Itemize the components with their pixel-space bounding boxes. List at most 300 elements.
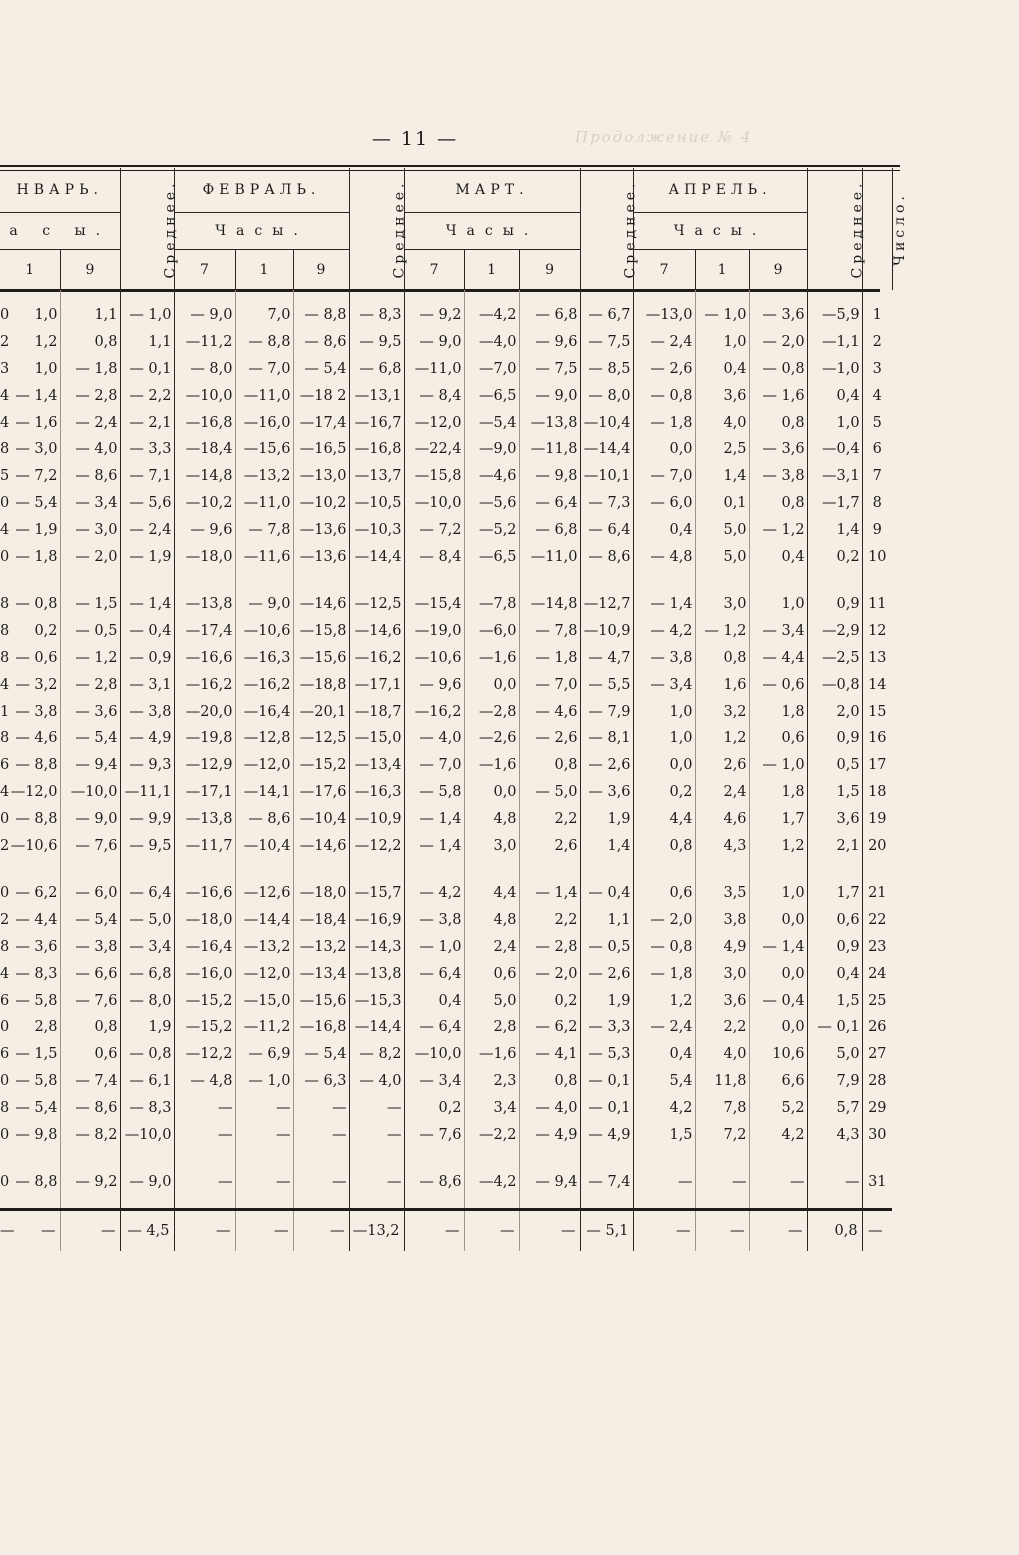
value-cell: — 9,0 (519, 382, 580, 409)
value-cell: —7,8 (464, 591, 519, 618)
value-cell: 3 (0, 360, 10, 377)
mean-cell: — 8,0 (120, 987, 174, 1014)
mean-header-jan: Среднее. (120, 168, 174, 290)
value-cell: 2 (0, 837, 10, 854)
value-cell: — (218, 1126, 233, 1143)
value-cell: 4,0 (695, 409, 749, 436)
mean-cell: — 1,9 (120, 543, 174, 570)
mean-cell: — 3,8 (120, 698, 174, 725)
mean-cell: — 7,1 (120, 463, 174, 490)
mean-cell: — 4,9 (120, 725, 174, 752)
value-cell: 2,6 (519, 832, 580, 859)
value-cell: —2,8 (464, 698, 519, 725)
value-cell: — 8,4 (419, 548, 462, 565)
value-cell: 4,8 (464, 907, 519, 934)
value-cell: — 1,0 (235, 1068, 293, 1095)
hour-apr-9: 9 (749, 250, 807, 291)
value-cell: —14,4 (235, 907, 293, 934)
value-cell: —18,0 (185, 912, 233, 929)
value-cell: —11,0 (414, 360, 462, 377)
value-cell: 0 (0, 1126, 10, 1143)
value-cell: —12,0 (235, 752, 293, 779)
day-cell: 19 (862, 805, 892, 832)
value-cell: — 3,6 (749, 436, 807, 463)
value-cell: — 6,6 (60, 960, 120, 987)
value-cell: —12,2 (185, 1046, 233, 1063)
table-row (0, 907, 892, 934)
day-cell: 17 (862, 752, 892, 779)
value-cell: —13,2 (235, 934, 293, 961)
value-cell: 0,8 (519, 752, 580, 779)
value-cell: —11,0 (235, 382, 293, 409)
value-cell: — 2,4 (650, 1019, 693, 1036)
mean-cell: — 5,0 (120, 907, 174, 934)
day-cell: 6 (862, 436, 892, 463)
value-cell: 0,4 (438, 992, 462, 1009)
value-cell: 0,8 (695, 645, 749, 672)
value-cell: 0,0 (749, 1014, 807, 1041)
mean-cell: 1,4 (580, 832, 633, 859)
table-row (0, 1094, 892, 1121)
mean-cell: — 8,2 (349, 1041, 404, 1068)
value-cell: — 4,6 (519, 698, 580, 725)
value-cell: — 0,8 (15, 596, 58, 613)
value-cell: —13,8 (185, 596, 233, 613)
mean-cell: —16,9 (349, 907, 404, 934)
day-cell: 7 (862, 463, 892, 490)
mean-cell: —10,1 (580, 463, 633, 490)
mean-cell: — 0,8 (120, 1041, 174, 1068)
value-cell: 5,2 (749, 1094, 807, 1121)
value-cell: 2,6 (695, 752, 749, 779)
value-cell: — 8,0 (190, 360, 233, 377)
value-cell: — 5,8 (15, 1072, 58, 1089)
value-cell: — 9,6 (190, 521, 233, 538)
value-cell: —15,2 (185, 1019, 233, 1036)
value-cell: — 3,4 (60, 490, 120, 517)
hour-feb-7: 7 (174, 250, 235, 291)
value-cell: — 1,8 (650, 965, 693, 982)
value-cell: 2,4 (695, 779, 749, 806)
table-row (0, 543, 892, 570)
mean-cell: —13,8 (349, 960, 404, 987)
value-cell: 3,2 (695, 698, 749, 725)
table-row (0, 490, 892, 517)
mean-cell: —12,7 (580, 591, 633, 618)
mean-cell: —1,7 (807, 490, 862, 517)
value-cell: — 1,9 (15, 521, 58, 538)
value-cell: — 4,0 (419, 730, 462, 747)
day-cell: 1 (862, 302, 892, 329)
hour-feb-9: 9 (293, 250, 349, 291)
value-cell: — (218, 1099, 233, 1116)
value-cell: 0 (0, 1019, 10, 1036)
mean-cell: —18,7 (349, 698, 404, 725)
mean-cell: — 1,4 (120, 591, 174, 618)
value-cell: — (749, 1209, 807, 1251)
value-cell: —13,8 (519, 409, 580, 436)
value-cell: — 6,2 (519, 1014, 580, 1041)
value-cell: — 9,8 (519, 463, 580, 490)
mean-cell: —12,5 (349, 591, 404, 618)
hours-label-jan: а с ы. (0, 213, 120, 250)
mean-cell: — 0,4 (120, 618, 174, 645)
day-cell: 10 (862, 543, 892, 570)
value-cell: —12,0 (10, 783, 58, 800)
value-cell: 6 (0, 992, 10, 1009)
value-cell: 8 (0, 649, 10, 666)
value-cell: — 3,0 (60, 516, 120, 543)
value-cell: — 0,4 (749, 987, 807, 1014)
value-cell: —17,6 (293, 779, 349, 806)
value-cell: — 8,8 (15, 810, 58, 827)
value-cell: 0,8 (519, 1068, 580, 1095)
value-cell: —15,6 (293, 987, 349, 1014)
mean-cell: 0,9 (807, 725, 862, 752)
mean-cell: —1,1 (807, 329, 862, 356)
page-number: — 11 — (371, 128, 459, 150)
value-cell: — 1,6 (749, 382, 807, 409)
value-cell: — 1,4 (419, 837, 462, 854)
mean-cell: 5,7 (807, 1094, 862, 1121)
value-cell: — 3,4 (749, 618, 807, 645)
day-cell: 3 (862, 356, 892, 383)
value-cell: —13,2 (293, 934, 349, 961)
mean-header-mar: Среднее. (580, 168, 633, 290)
value-cell: 4,9 (695, 934, 749, 961)
value-cell: — 4,8 (190, 1072, 233, 1089)
month-march: МАРТ. (455, 182, 529, 198)
mean-cell: — (807, 1169, 862, 1196)
mean-cell: —10,0 (120, 1121, 174, 1148)
mean-cell: — 7,4 (580, 1169, 633, 1196)
mean-cell: 0,5 (807, 752, 862, 779)
value-cell: — 6,4 (419, 965, 462, 982)
value-cell: —10,6 (235, 618, 293, 645)
value-cell: — 3,6 (60, 698, 120, 725)
value-cell: 5 (0, 468, 10, 485)
value-cell: 0,8 (749, 409, 807, 436)
value-cell: —13,6 (293, 516, 349, 543)
value-cell: 2 (0, 912, 10, 929)
value-cell: —15,6 (293, 645, 349, 672)
value-cell: 11,8 (695, 1068, 749, 1095)
day-cell: 13 (862, 645, 892, 672)
hours-label-apr: Часы. (633, 213, 807, 250)
mean-cell: —5,9 (807, 302, 862, 329)
value-cell: — 7,8 (519, 618, 580, 645)
value-cell: — (293, 1209, 349, 1251)
table-row (0, 645, 892, 672)
value-cell: — (519, 1209, 580, 1251)
table-row (0, 1169, 892, 1196)
day-cell: 28 (862, 1068, 892, 1095)
mean-cell: —15,7 (349, 880, 404, 907)
value-cell: 8 (0, 441, 10, 458)
mean-cell: — 5,6 (120, 490, 174, 517)
value-cell: — 6,0 (60, 880, 120, 907)
mean-cell: —15,0 (349, 725, 404, 752)
value-cell: 2,4 (464, 934, 519, 961)
value-cell: — 0,8 (650, 387, 693, 404)
spacer-row (0, 859, 892, 880)
mean-cell: — 5,1 (580, 1209, 633, 1251)
value-cell: —15,0 (235, 987, 293, 1014)
mean-cell: —2,5 (807, 645, 862, 672)
value-cell: —5,4 (464, 409, 519, 436)
value-cell: —18 2 (293, 382, 349, 409)
value-cell: —11,7 (185, 837, 233, 854)
value-cell: — 2,4 (650, 334, 693, 351)
table-row (0, 1209, 892, 1251)
value-cell: —10,4 (235, 832, 293, 859)
value-cell: 3,5 (695, 880, 749, 907)
mean-header-feb: Среднее. (349, 168, 404, 290)
spacer-row (0, 1196, 892, 1210)
table-row (0, 960, 892, 987)
value-cell: —16,6 (185, 649, 233, 666)
value-cell: — 7,6 (419, 1126, 462, 1143)
value-cell: —12,6 (235, 880, 293, 907)
mean-cell: — 6,1 (120, 1068, 174, 1095)
value-cell: 2 (0, 334, 10, 351)
table-row (0, 934, 892, 961)
temperature-table (0, 168, 908, 1251)
value-cell: 2,5 (695, 436, 749, 463)
value-cell: 6 (0, 1046, 10, 1063)
table-row (0, 302, 892, 329)
day-cell: 31 (862, 1169, 892, 1196)
value-cell: 6,6 (749, 1068, 807, 1095)
value-cell: — 3,6 (15, 938, 58, 955)
value-cell: — (10, 1209, 60, 1251)
mean-cell: —1,0 (807, 356, 862, 383)
value-cell: — 5,0 (519, 779, 580, 806)
value-cell: 3,8 (695, 907, 749, 934)
value-cell: — 3,4 (419, 1072, 462, 1089)
hour-apr-1: 1 (695, 250, 749, 291)
value-cell: 5,0 (464, 987, 519, 1014)
day-cell: 16 (862, 725, 892, 752)
mean-cell: — 2,6 (580, 752, 633, 779)
table-row (0, 725, 892, 752)
mean-cell: — 3,3 (580, 1014, 633, 1041)
day-cell: 23 (862, 934, 892, 961)
mean-cell: — 7,3 (580, 490, 633, 517)
value-cell: —14,1 (235, 779, 293, 806)
day-cell: 20 (862, 832, 892, 859)
hours-label-mar: Часы. (404, 213, 580, 250)
mean-cell: — (349, 1121, 404, 1148)
value-cell: — 9,6 (419, 676, 462, 693)
value-cell: — 9,2 (60, 1169, 120, 1196)
table-row (0, 752, 892, 779)
day-cell: 9 (862, 516, 892, 543)
mean-cell: —13,4 (349, 752, 404, 779)
mean-cell: — 3,4 (120, 934, 174, 961)
value-cell: —13,8 (185, 810, 233, 827)
value-cell: 8 (0, 1099, 10, 1116)
value-cell: — 1,4 (650, 596, 693, 613)
mean-cell: — 6,4 (580, 516, 633, 543)
table-row (0, 1041, 892, 1068)
mean-cell: — 9,9 (120, 805, 174, 832)
value-cell: 3,4 (464, 1094, 519, 1121)
value-cell: —14,6 (293, 832, 349, 859)
value-cell: 1,8 (749, 698, 807, 725)
value-cell: — 7,2 (419, 521, 462, 538)
value-cell: — 3,8 (650, 649, 693, 666)
mean-cell: 0,9 (807, 591, 862, 618)
value-cell: —11,0 (519, 543, 580, 570)
value-cell: — (235, 1121, 293, 1148)
mean-cell: — 4,7 (580, 645, 633, 672)
value-cell: — 9,0 (419, 334, 462, 351)
value-cell: — 7,0 (235, 356, 293, 383)
mean-cell: —16,8 (349, 436, 404, 463)
value-cell: — 2,8 (60, 382, 120, 409)
value-cell: — 3,8 (749, 463, 807, 490)
mean-cell: —16,3 (349, 779, 404, 806)
hour-mar-7: 7 (404, 250, 464, 291)
value-cell: 1,4 (695, 463, 749, 490)
mean-cell: — 8,3 (349, 302, 404, 329)
value-cell: 3,0 (695, 960, 749, 987)
value-cell: — 7,2 (15, 468, 58, 485)
value-cell: 2,8 (34, 1019, 58, 1036)
mean-cell: — 4,5 (120, 1209, 174, 1251)
value-cell: — (235, 1169, 293, 1196)
value-cell: — 8,6 (60, 463, 120, 490)
value-cell: — 1,8 (15, 548, 58, 565)
value-cell: 1,1 (60, 302, 120, 329)
value-cell: —15,2 (185, 992, 233, 1009)
value-cell: — 7,0 (419, 757, 462, 774)
value-cell: — 9,0 (235, 591, 293, 618)
value-cell: — 8,6 (293, 329, 349, 356)
value-cell: 4,0 (695, 1041, 749, 1068)
value-cell: 4,2 (749, 1121, 807, 1148)
mean-header-apr: Среднее. (807, 168, 862, 290)
value-cell: — 9,0 (190, 307, 233, 324)
value-cell: —12,0 (235, 960, 293, 987)
value-cell: —12,9 (185, 757, 233, 774)
value-cell: —13,4 (293, 960, 349, 987)
mean-cell: — 0,9 (120, 645, 174, 672)
value-cell: —11,6 (235, 543, 293, 570)
value-cell: — 8,4 (419, 387, 462, 404)
value-cell: — 1,8 (519, 645, 580, 672)
value-cell: — 9,0 (60, 805, 120, 832)
mean-cell: — 1,0 (120, 302, 174, 329)
value-cell: — 3,0 (15, 441, 58, 458)
value-cell: — 4,4 (749, 645, 807, 672)
value-cell: 0 (0, 494, 10, 511)
value-cell: — 1,8 (60, 356, 120, 383)
value-cell: 0,8 (60, 1014, 120, 1041)
value-cell: —17,4 (293, 409, 349, 436)
value-cell: 1,2 (749, 832, 807, 859)
mean-cell: —15,3 (349, 987, 404, 1014)
value-cell: 5,0 (695, 543, 749, 570)
table-row (0, 409, 892, 436)
value-cell: —16,8 (185, 414, 233, 431)
value-cell: — 4,8 (650, 548, 693, 565)
value-cell: —7,0 (464, 356, 519, 383)
value-cell: 10,6 (749, 1041, 807, 1068)
day-cell: 5 (862, 409, 892, 436)
mean-cell: 1,0 (807, 409, 862, 436)
mean-cell: —3,1 (807, 463, 862, 490)
mean-cell: —13,1 (349, 382, 404, 409)
value-cell: —12,0 (414, 414, 462, 431)
value-cell: 8 (0, 623, 10, 640)
day-cell: 8 (862, 490, 892, 517)
value-cell: — 6,8 (519, 516, 580, 543)
value-cell: —16,4 (235, 698, 293, 725)
value-cell: 8 (0, 730, 10, 747)
mean-cell: — 3,6 (580, 779, 633, 806)
value-cell: —10,0 (185, 387, 233, 404)
value-cell: —16,0 (185, 965, 233, 982)
day-cell: 2 (862, 329, 892, 356)
hour-mar-1: 1 (464, 250, 519, 291)
hour-jan-9: 9 (60, 250, 120, 291)
value-cell: — 3,4 (650, 676, 693, 693)
value-cell: — 1,5 (15, 1046, 58, 1063)
mean-cell: — (349, 1169, 404, 1196)
value-cell: 0,2 (438, 1099, 462, 1116)
value-cell: — 5,4 (293, 356, 349, 383)
value-cell: 2,3 (464, 1068, 519, 1095)
value-cell: — 1,2 (749, 516, 807, 543)
value-cell: — 7,5 (519, 356, 580, 383)
value-cell: — (293, 1094, 349, 1121)
value-cell: — 1,5 (60, 591, 120, 618)
mean-cell: — 3,1 (120, 671, 174, 698)
day-cell: 27 (862, 1041, 892, 1068)
mean-cell: — 2,2 (120, 382, 174, 409)
value-cell: 0,0 (749, 907, 807, 934)
value-cell: — 5,4 (293, 1041, 349, 1068)
mean-cell: —13,7 (349, 463, 404, 490)
value-cell: 3,6 (695, 987, 749, 1014)
hour-feb-1: 1 (235, 250, 293, 291)
value-cell: —16,3 (235, 645, 293, 672)
value-cell: 1,0 (749, 880, 807, 907)
mean-cell: — 6,8 (349, 356, 404, 383)
value-cell: — 6,3 (293, 1068, 349, 1095)
value-cell: 0,4 (669, 521, 693, 538)
mean-cell: — 7,5 (580, 329, 633, 356)
value-cell: 3,0 (464, 832, 519, 859)
value-cell: —10,2 (185, 494, 233, 511)
value-cell: —6,0 (464, 618, 519, 645)
value-cell: 4,8 (464, 805, 519, 832)
value-cell: 0,4 (695, 356, 749, 383)
value-cell: — 2,0 (650, 912, 693, 929)
value-cell: 1,0 (749, 591, 807, 618)
value-cell: — 4,2 (650, 623, 693, 640)
mean-cell: —2,9 (807, 618, 862, 645)
value-cell: —6,5 (464, 543, 519, 570)
value-cell: 0,4 (669, 1046, 693, 1063)
value-cell: 1,8 (749, 779, 807, 806)
mean-cell: —12,2 (349, 832, 404, 859)
mean-cell: — 6,7 (580, 302, 633, 329)
value-cell: —6,5 (464, 382, 519, 409)
value-cell: — 2,0 (60, 543, 120, 570)
